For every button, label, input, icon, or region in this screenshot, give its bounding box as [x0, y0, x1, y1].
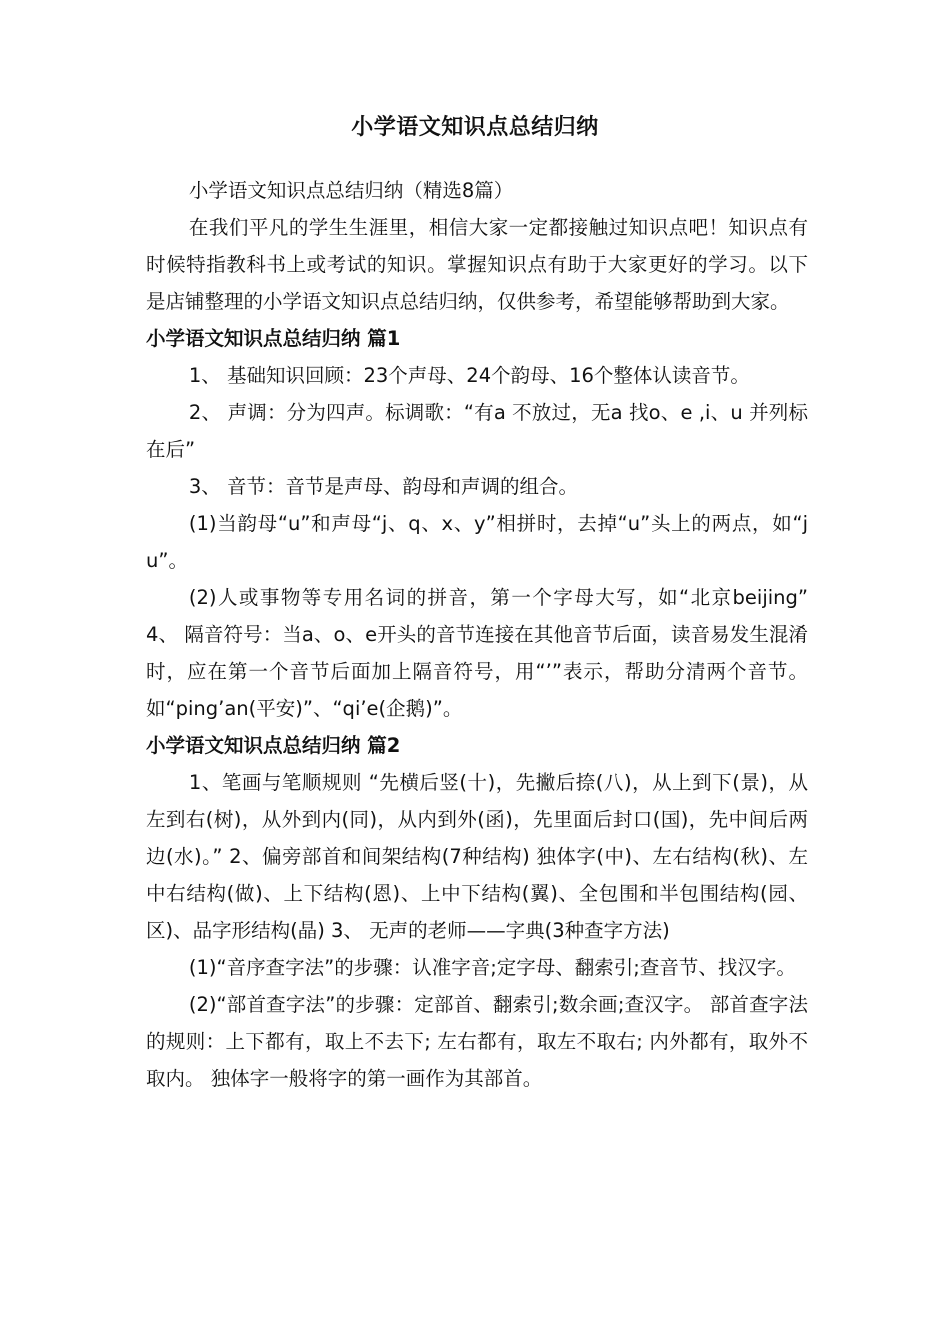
section1-item-3-1: (1)当韵母“u”和声母“j、q、x、y”相拼时，去掉“u”头上的两点，如“ju”。: [146, 512, 808, 572]
section-heading-2: 小学语文知识点总结归纳 篇2: [146, 734, 401, 757]
section1-item-3-2: (2)人或事物等专用名词的拼音，第一个字母大写，如“北京beijing” 4、 隔音符号：当a、o、e开头的音节连接在其他音节后面，读音易发生混淆时，应在第一个音节后面加上隔音符号，用“’”表示，帮助分清两个音节。 如“ping’an(平安)”、“qi’e(企鹅)”。: [146, 586, 808, 720]
section-heading-1: 小学语文知识点总结归纳 篇1: [146, 327, 401, 350]
intro-subtitle: 小学语文知识点总结归纳（精选8篇）: [188, 179, 514, 202]
section1-item-3: 3、 音节：音节是声母、韵母和声调的组合。: [188, 475, 578, 498]
section1-item-2: 2、 声调：分为四声。标调歌：“有a 不放过，无a 找o、e ,i、u 并列标在后”: [146, 401, 808, 461]
intro-paragraph: 在我们平凡的学生生涯里，相信大家一定都接触过知识点吧！知识点有时候特指教科书上或考试的知识。掌握知识点有助于大家更好的学习。以下是店铺整理的小学语文知识点总结归纳，仅供参考，希望能够帮助到大家。: [146, 216, 808, 313]
section1-item-1: 1、 基础知识回顾：23个声母、24个韵母、16个整体认读音节。: [188, 364, 750, 387]
section2-item-2: (1)“音序查字法”的步骤：认准字音;定字母、翻索引;查音节、找汉字。: [188, 956, 796, 979]
section2-item-1: 1、笔画与笔顺规则 “先横后竖(十)，先撇后捺(八)，从上到下(景)，从左到右(树)，从外到内(同)，从内到外(函)，先里面后封口(国)，先中间后两边(水)。” 2、偏旁部首和间架结构(7种结构) 独体字(中)、左右结构(秋)、左中右结构(做)、上下结构(恩)、上中下结构(翼)、全包围和半包围结构(园、区)、品字形结构(晶) 3、 无声的老师——字典(3种查字方法): [146, 771, 808, 942]
section2-item-3: (2)“部首查字法”的步骤：定部首、翻索引;数余画;查汉字。 部首查字法的规则：上下都有，取上不去下; 左右都有，取左不取右; 内外都有，取外不取内。 独体字一般将字的第一画作为其部首。: [146, 993, 808, 1090]
document-body: [146, 172, 808, 1097]
document-title: 小学语文知识点总结归纳: [351, 115, 599, 140]
